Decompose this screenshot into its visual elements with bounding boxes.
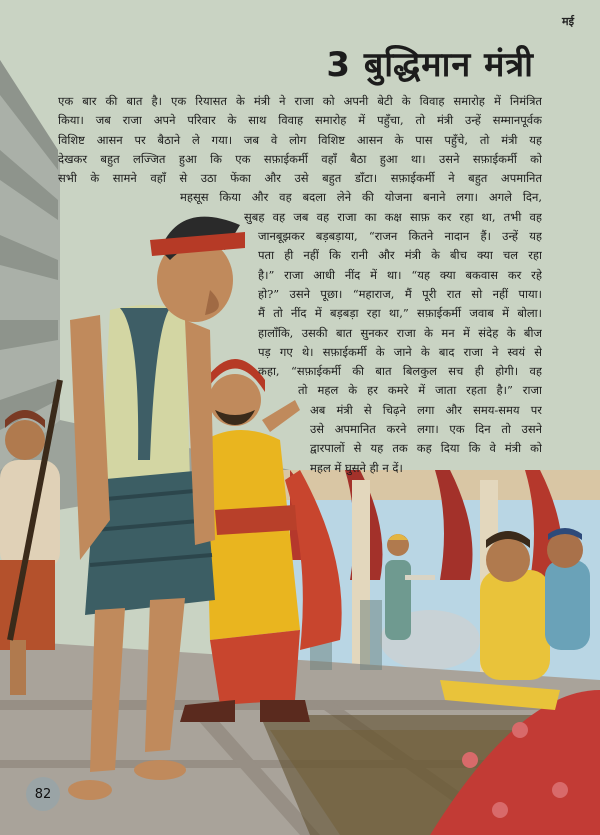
story-line: देखकर बहुत लज्जित हुआ कि एक सफ़ाईकर्मी वहाँ बैठा हुआ था। उसने सफ़ाईकर्मी को [58, 151, 542, 166]
month-label: मई [562, 15, 574, 28]
story-line: एक बार की बात है। एक रियासत के मंत्री ने राजा को अपनी बेटी के विवाह समारोह में निमंत्रित [58, 94, 542, 108]
page-number: 82 [26, 777, 60, 811]
story-line: हो?” उसने पूछा। “महाराज, मैं पूरी रात सो नहीं पाया। [258, 286, 542, 301]
story-text [58, 92, 542, 478]
story-line: हालाँकि, उसकी बात सुनकर राजा के मन में संदेह के बीज [258, 325, 542, 340]
story-line: मैं तो नींद में बड़बड़ा रहा था,” सफ़ाईकर्मी जवाब में बोला। [258, 306, 542, 321]
story-line: है।” राजा आधी नींद में था। “यह क्या बकवास कर रहे [258, 267, 542, 282]
story-title: 3 बुद्धिमान मंत्री [326, 45, 534, 85]
story-line: महसूस किया और वह बदला लेने की योजना बनाने लगा। अगले दिन, [180, 190, 542, 205]
story-line: महल में घुसने ही न दें। [310, 460, 403, 475]
story-line: तो महल के हर कमरे में जाता रहता है।” राजा [298, 383, 542, 398]
story-line: अब मंत्री से चिढ़ने लगा और समय-समय पर [310, 402, 542, 417]
story-line: कहा, “सफ़ाईकर्मी की बात बिलकुल सच ही होगी। वह [258, 364, 542, 379]
story-line: किया। जब राजा अपने परिवार के साथ विवाह समारोह में पहुँचा, तो मंत्री उन्हें सम्मानपूर्वक [58, 113, 542, 128]
story-line: सभी के सामने वहाँ से उठा फेंका और उसे बहुत डाँटा। सफ़ाईकर्मी ने बहुत अपमानित [58, 171, 542, 186]
story-line: पता ही नहीं कि रानी और मंत्री के बीच क्या चल रहा [258, 248, 542, 263]
story-line: जानबूझकर बड़बड़ाया, “राजन कितने नादान हैं। उन्हें यह [258, 229, 542, 244]
story-line: विशिष्ट आसन पर बैठाने ले गया। जब वे लोग विशिष्ट आसन के पास पहुँचे, तो मंत्री यह [58, 132, 542, 147]
story-line: पड़ गए थे। सफ़ाईकर्मी के जाने के बाद राजा ने स्वयं से [258, 344, 542, 359]
story-line: सुबह वह जब वह राजा का कक्ष साफ़ कर रहा था, तभी वह [244, 209, 542, 224]
story-line: द्वारपालों से यह तक कह दिया कि वे मंत्री को [310, 441, 542, 456]
story-line: उसे अपमानित करने लगा। एक दिन तो उसने [310, 422, 542, 437]
